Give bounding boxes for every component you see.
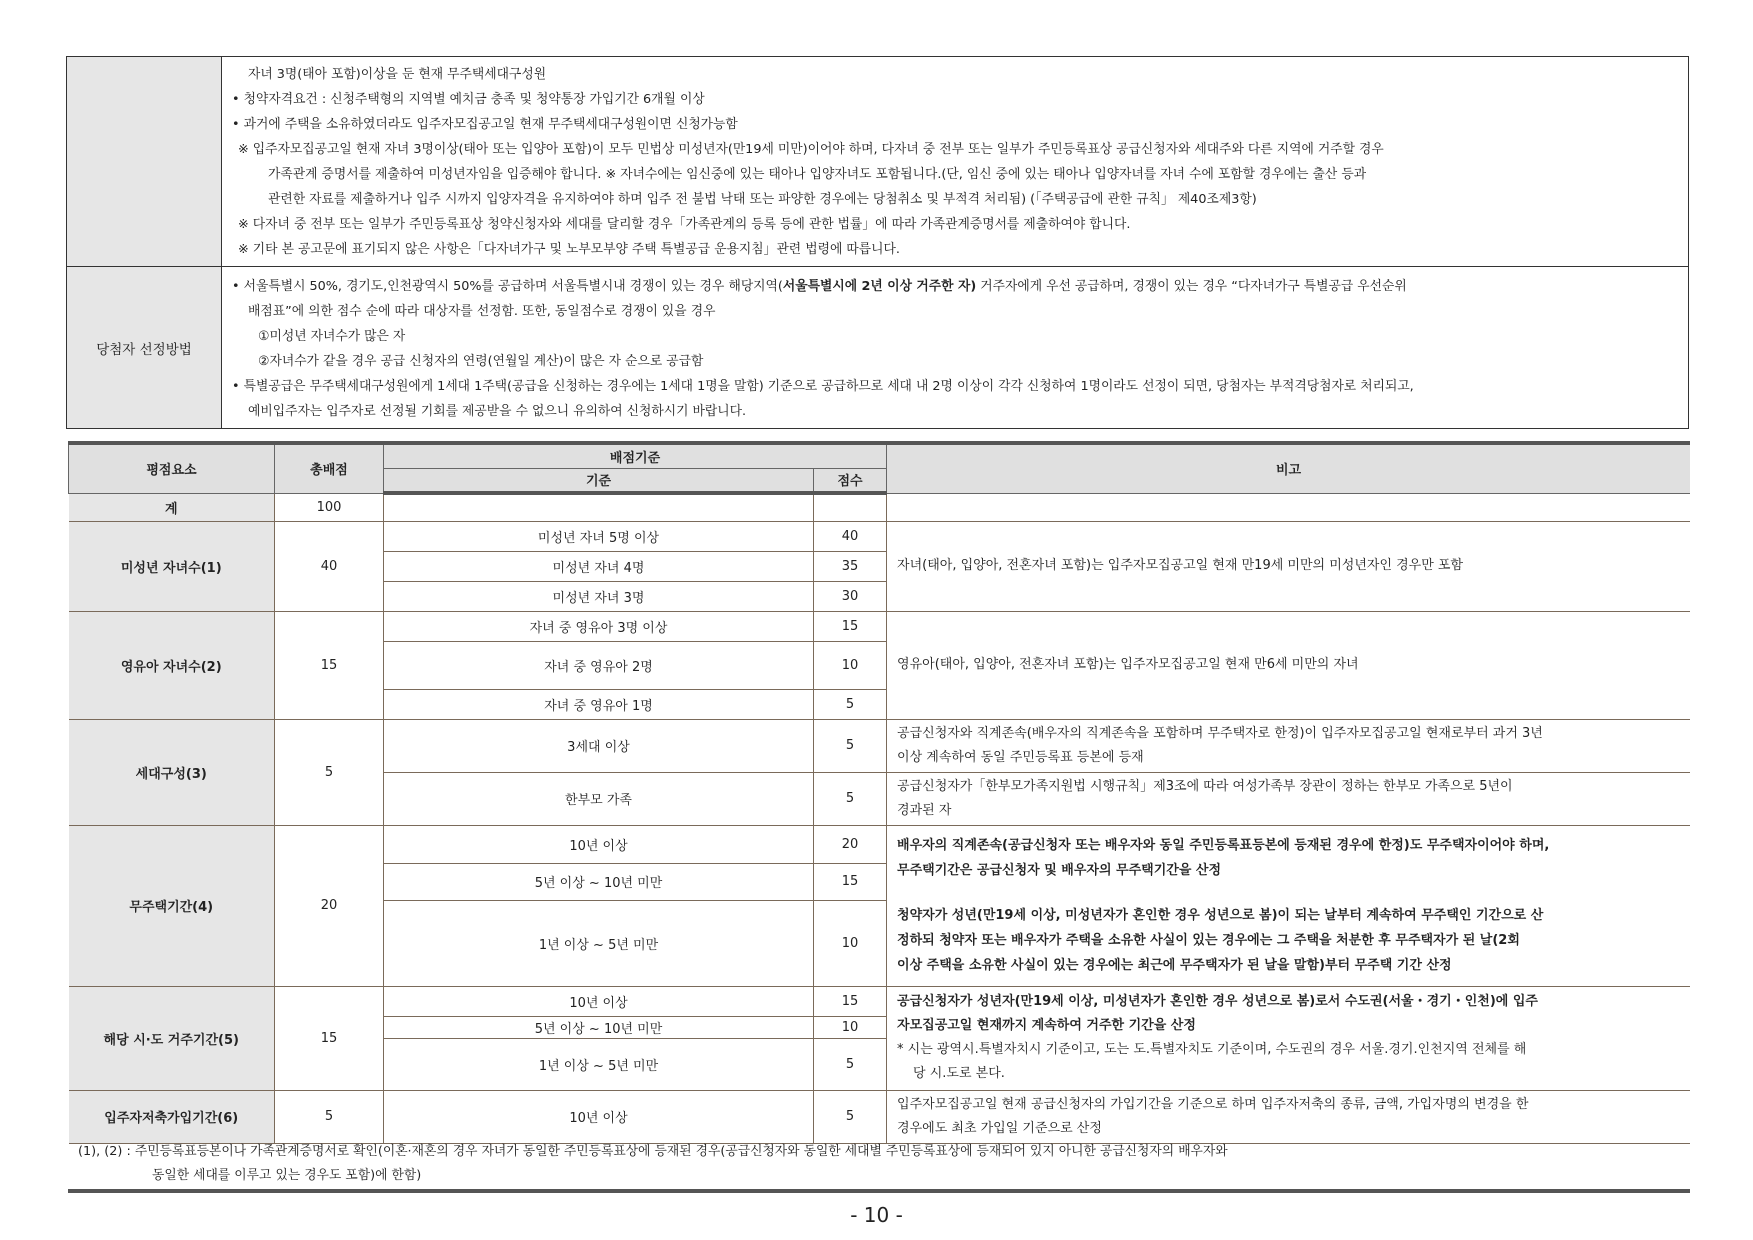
text-line: 자녀 3명(태아 포함)이상을 둔 현재 무주택세대구성원 xyxy=(248,67,547,82)
header-total: 총배점 xyxy=(275,443,384,493)
note-line: ※ 입주자모집공고일 현재 자녀 3명이상(태아 또는 입양아 포함)이 모두 민법상 미성년자(만19세 미만)이어야 하며, 다자녀 중 전부 또는 일부가 주민등록표상 공급신청자와 세대주와 다른 지역에 거주할 경우 xyxy=(238,142,1384,157)
criteria-cell: 10년 이상 xyxy=(384,1090,814,1143)
bullet-line: • 청약자격요건 : 신청주택형의 지역별 예치금 충족 및 청약통장 가입기간 6개월 이상 xyxy=(232,92,705,107)
header-criteria: 기준 xyxy=(384,468,814,493)
category-homeless-period: 무주택기간(4) xyxy=(69,825,275,986)
total-value: 100 xyxy=(275,493,384,521)
criteria-cell: 미성년 자녀 5명 이상 xyxy=(384,521,814,551)
remarks-cell xyxy=(887,521,1690,611)
criteria-cell: 1년 이상 ~ 5년 미만 xyxy=(384,900,814,986)
remarks-line: * 시는 광역시.특별자치시 기준이고, 도는 도.특별자치도 기준이며, 수도권의 경우 서울.경기.인천지역 전체를 해 xyxy=(897,1042,1527,1057)
points-cell: 10 xyxy=(814,641,887,689)
remarks-line: 영유아(태아, 입양아, 전혼자녀 포함)는 입주자모집공고일 현재 만6세 미만의 자녀 xyxy=(897,657,1359,672)
remarks-cell xyxy=(887,1090,1690,1143)
rank-line: ①미성년 자녀수가 많은 자 xyxy=(258,329,406,344)
category-residence-period: 해당 시·도 거주기간(5) xyxy=(69,986,275,1090)
bullet-line: • 특별공급은 무주택세대구성원에게 1세대 1주택(공급을 신청하는 경우에는 1세대 1명을 말함) 기준으로 공급하므로 세대 내 2명 이상이 각각 신청하여 1명이라도 선정이 되면, 당첨자는 부적격당첨자로 처리되고, xyxy=(232,379,1414,394)
remarks-spacer xyxy=(897,883,1680,903)
header-criteria-group: 배점기준 xyxy=(384,443,887,468)
note-line: ※ 다자녀 중 전부 또는 일부가 주민등록표상 청약신청자와 세대를 달리할 경우「가족관계의 등록 등에 관한 법률」에 따라 가족관계증명서를 제출하여야 합니다. xyxy=(238,217,1131,232)
header-item: 평점요소 xyxy=(69,443,275,493)
text-line: 배점표”에 의한 점수 순에 따라 대상자를 선정함. 또한, 동일점수로 경쟁이 있을 경우 xyxy=(248,304,716,319)
criteria-cell: 미성년 자녀 3명 xyxy=(384,581,814,611)
footnote-line: 동일한 세대를 이루고 있는 경우도 포함)에 한함) xyxy=(152,1168,422,1183)
points-cell: 40 xyxy=(814,521,887,551)
category-minor-children: 미성년 자녀수(1) xyxy=(69,521,275,611)
remarks-line: 공급신청자가「한부모가족지원법 시행규칙」제3조에 따라 여성가족부 장관이 정하는 한부모 가족으로 5년이 xyxy=(897,778,1513,794)
text-segment: • 서울특별시 50%, 경기도,인천광역시 50%를 공급하며 서울특별시내 경쟁이 있는 경우 해당지역( xyxy=(232,279,783,294)
remarks-line: 자녀(태아, 입양아, 전혼자녀 포함)는 입주자모집공고일 현재 만19세 미만의 미성년자인 경우만 포함 xyxy=(897,558,1464,573)
empty-cell xyxy=(384,493,814,521)
criteria-cell: 한부모 가족 xyxy=(384,772,814,825)
points-cell: 10 xyxy=(814,1016,887,1038)
note-line: 관련한 자료를 제출하거나 입주 시까지 입양자격을 유지하여야 하며 입주 전 불법 낙태 또는 파양한 경우에는 당첨취소 및 부적격 처리됨) (「주택공급에 관한 규칙」 제40조제3항) xyxy=(268,192,1257,207)
bold-segment: 서울특별시에 2년 이상 거주한 자) xyxy=(782,279,977,294)
category-infant-children: 영유아 자녀수(2) xyxy=(69,611,275,719)
criteria-cell: 5년 이상 ~ 10년 미만 xyxy=(384,863,814,900)
category-total: 5 xyxy=(275,719,384,825)
empty-cell xyxy=(887,493,1690,521)
points-cell: 15 xyxy=(814,611,887,641)
remarks-line: 청약자가 성년(만19세 이상, 미성년자가 혼인한 경우 성년으로 봄)이 되는 날부터 계속하여 무주택인 기간으로 산 xyxy=(897,908,1544,923)
remarks-line: 무주택기간은 공급신청자 및 배우자의 무주택기간을 산정 xyxy=(897,863,1222,878)
remarks-cell xyxy=(887,719,1690,772)
eligibility-table xyxy=(66,56,1689,429)
priority-score-table xyxy=(68,441,1690,1144)
bullet-line: • 과거에 주택을 소유하였더라도 입주자모집공고일 현재 무주택세대구성원이면 신청가능함 xyxy=(232,117,738,132)
points-cell: 5 xyxy=(814,689,887,719)
header-remarks: 비고 xyxy=(887,443,1690,493)
remarks-line: 경과된 자 xyxy=(897,802,952,818)
points-cell: 20 xyxy=(814,825,887,863)
remarks-line: 당 시.도로 본다. xyxy=(913,1066,1005,1081)
empty-cell xyxy=(814,493,887,521)
remarks-line: 공급신청자와 직계존속(배우자의 직계존속을 포함하며 무주택자로 한정)이 입주자모집공고일 현재로부터 과거 3년 xyxy=(897,725,1543,741)
points-cell: 30 xyxy=(814,581,887,611)
remarks-line: 자모집공고일 현재까지 계속하여 거주한 기간을 산정 xyxy=(897,1018,1196,1033)
category-total: 40 xyxy=(275,521,384,611)
note-line: ※ 기타 본 공고문에 표기되지 않은 사항은「다자녀가구 및 노부모부양 주택 특별공급 운용지침」관련 법령에 따릅니다. xyxy=(238,242,900,257)
criteria-cell: 미성년 자녀 4명 xyxy=(384,551,814,581)
category-total: 5 xyxy=(275,1090,384,1143)
bottom-rule xyxy=(68,1189,1690,1193)
remarks-line: 이상 주택을 소유한 사실이 있는 경우에는 최근에 무주택자가 된 날을 말함)부터 무주택 기간 산정 xyxy=(897,958,1452,973)
remarks-line: 입주자모집공고일 현재 공급신청자의 가입기간을 기준으로 하며 입주자저축의 종류, 금액, 가입자명의 변경을 한 xyxy=(897,1096,1529,1112)
points-cell: 15 xyxy=(814,986,887,1016)
total-label: 계 xyxy=(69,493,275,521)
text-line: 예비입주자는 입주자로 선정될 기회를 제공받을 수 없으니 유의하여 신청하시기 바랍니다. xyxy=(248,404,747,419)
criteria-cell: 5년 이상 ~ 10년 미만 xyxy=(384,1016,814,1038)
bullet-line xyxy=(232,274,1678,299)
remarks-cell xyxy=(887,825,1690,986)
points-cell: 5 xyxy=(814,772,887,825)
footnote-line: (1), (2) : 주민등록표등본이나 가족관계증명서로 확인(이혼·재혼의 경우 자녀가 동일한 주민등록표상에 등재된 경우(공급신청자와 동일한 세대별 주민등록표상에 등재되어 있지 아니한 공급신청자의 배우자와 xyxy=(78,1144,1228,1159)
points-cell: 10 xyxy=(814,900,887,986)
selection-method-label: 당첨자 선정방법 xyxy=(67,267,222,429)
criteria-cell: 자녀 중 영유아 3명 이상 xyxy=(384,611,814,641)
remarks-line: 배우자의 직계존속(공급신청자 또는 배우자와 동일 주민등록표등본에 등재된 경우에 한정)도 무주택자이어야 하며, xyxy=(897,838,1550,853)
page-number: - 10 - xyxy=(850,1203,903,1227)
category-savings-period: 입주자저축가입기간(6) xyxy=(69,1090,275,1143)
note-line: 가족관계 증명서를 제출하여 미성년자임을 입증해야 합니다. ※ 자녀수에는 임신중에 있는 태아나 입양자녀도 포함됩니다.(단, 임신 중에 있는 태아나 입양자녀를 자녀 수에 포함할 경우에는 출산 등과 xyxy=(268,167,1367,182)
criteria-cell: 10년 이상 xyxy=(384,825,814,863)
eligibility-content xyxy=(222,57,1689,267)
remarks-line: 경우에도 최초 가입일 기준으로 산정 xyxy=(897,1120,1102,1136)
points-cell: 5 xyxy=(814,719,887,772)
remarks-line: 정하되 청약자 또는 배우자가 주택을 소유한 사실이 있는 경우에는 그 주택을 처분한 후 무주택자가 된 날(2회 xyxy=(897,933,1520,948)
remarks-line: 공급신청자가 성년자(만19세 이상, 미성년자가 혼인한 경우 성년으로 봄)로서 수도권(서울・경기・인천)에 입주 xyxy=(897,994,1538,1009)
points-cell: 5 xyxy=(814,1038,887,1090)
header-points: 점수 xyxy=(814,468,887,493)
criteria-cell: 자녀 중 영유아 1명 xyxy=(384,689,814,719)
points-cell: 35 xyxy=(814,551,887,581)
category-household: 세대구성(3) xyxy=(69,719,275,825)
selection-method-content xyxy=(222,267,1689,429)
points-cell: 5 xyxy=(814,1090,887,1143)
remarks-cell xyxy=(887,772,1690,825)
criteria-cell: 3세대 이상 xyxy=(384,719,814,772)
remarks-cell xyxy=(887,986,1690,1090)
points-cell: 15 xyxy=(814,863,887,900)
text-segment: 거주자에게 우선 공급하며, 경쟁이 있는 경우 “다자녀가구 특별공급 우선순위 xyxy=(976,279,1407,294)
remarks-line: 이상 계속하여 동일 주민등록표 등본에 등재 xyxy=(897,749,1144,765)
row-label-empty xyxy=(67,57,222,267)
remarks-cell xyxy=(887,611,1690,719)
category-total: 20 xyxy=(275,825,384,986)
criteria-cell: 10년 이상 xyxy=(384,986,814,1016)
footnote xyxy=(78,1140,1228,1188)
category-total: 15 xyxy=(275,986,384,1090)
criteria-cell: 자녀 중 영유아 2명 xyxy=(384,641,814,689)
rank-line: ②자녀수가 같을 경우 공급 신청자의 연령(연월일 계산)이 많은 자 순으로 공급함 xyxy=(258,354,704,369)
category-total: 15 xyxy=(275,611,384,719)
criteria-cell: 1년 이상 ~ 5년 미만 xyxy=(384,1038,814,1090)
